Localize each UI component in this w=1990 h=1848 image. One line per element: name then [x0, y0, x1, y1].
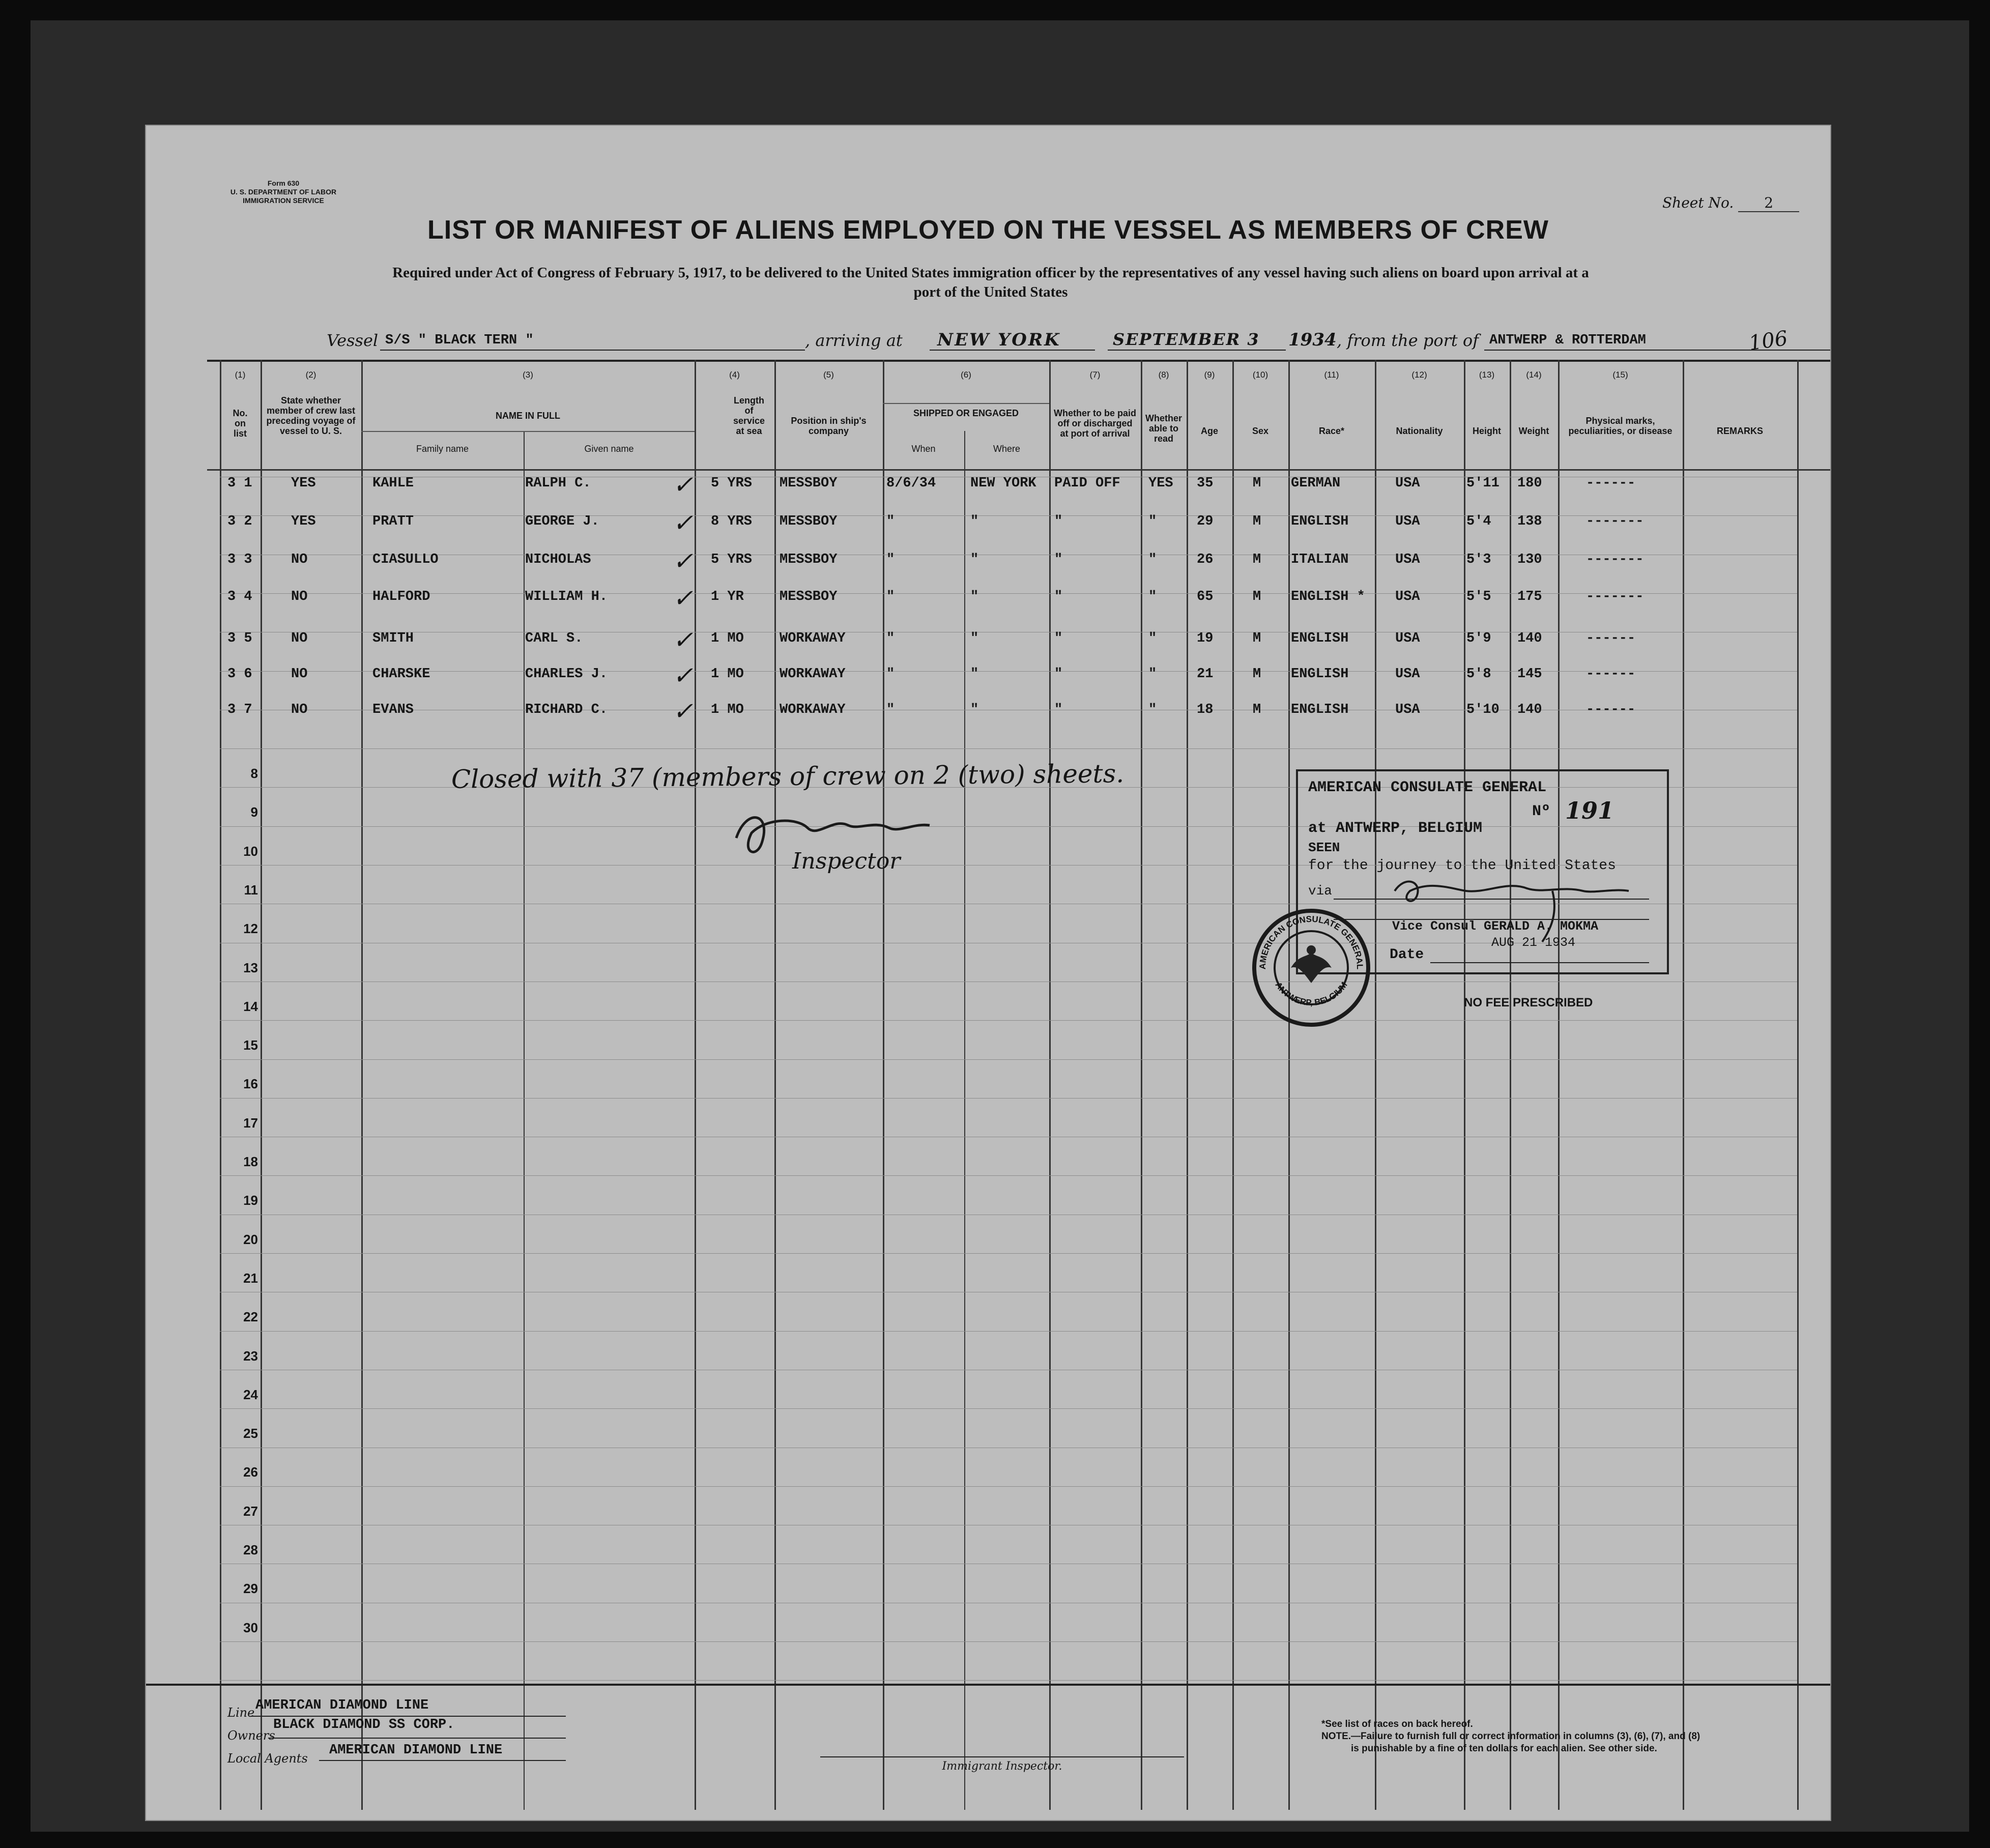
- cell-previous-voyage: NO: [291, 552, 308, 567]
- col-num-10: (10): [1252, 370, 1268, 380]
- col-num-15: (15): [1612, 370, 1628, 380]
- cell-weight: 138: [1517, 514, 1542, 529]
- blank-row-number: 29: [243, 1581, 258, 1597]
- cell-able-to-read: ": [1148, 514, 1157, 529]
- col-num-14: (14): [1526, 370, 1542, 380]
- check-mark-icon: ✓: [673, 661, 694, 690]
- cell-weight: 130: [1517, 552, 1542, 567]
- cell-family-name: EVANS: [372, 702, 414, 717]
- cell-nationality: USA: [1395, 476, 1420, 491]
- cell-previous-voyage: YES: [291, 514, 316, 529]
- cell-family-name: SMITH: [372, 631, 414, 646]
- cell-family-name: CHARSKE: [372, 667, 430, 682]
- manifest-sheet: [145, 125, 1831, 1821]
- col-num-13: (13): [1479, 370, 1495, 380]
- cell-position: MESSBOY: [780, 589, 838, 604]
- cell-able-to-read: ": [1148, 589, 1157, 604]
- cell-race: ENGLISH: [1291, 667, 1349, 682]
- col-num-5: (5): [823, 370, 834, 380]
- blank-row-number: 24: [243, 1387, 258, 1402]
- stamp-via: via: [1308, 883, 1332, 899]
- cell-service-length: 5 YRS: [711, 552, 753, 567]
- arrival-year: 1934: [1288, 330, 1337, 350]
- cell-position: MESSBOY: [780, 476, 838, 491]
- cell-family-name: CIASULLO: [372, 552, 439, 567]
- col-num-1: (1): [235, 370, 246, 380]
- cell-race: ENGLISH *: [1291, 589, 1365, 604]
- cell-shipped-where: ": [970, 702, 979, 717]
- cell-position: WORKAWAY: [780, 631, 846, 646]
- cell-given-name: NICHOLAS: [525, 552, 591, 567]
- stamp-seen: SEEN: [1308, 840, 1340, 855]
- cell-height: 5'8: [1466, 667, 1491, 682]
- cell-race: GERMAN: [1291, 476, 1341, 491]
- service-label: IMMIGRATION SERVICE: [243, 196, 324, 205]
- blank-row-number: 30: [243, 1620, 258, 1635]
- sheet-number-block: [1662, 194, 1799, 212]
- cell-shipped-when: ": [886, 631, 895, 646]
- check-mark-icon: ✓: [673, 509, 694, 537]
- blank-row-number: 14: [243, 998, 258, 1014]
- blank-row-number: 27: [243, 1503, 258, 1519]
- cell-family-name: PRATT: [372, 514, 414, 529]
- cell-row-number: 3 3: [227, 552, 252, 567]
- cell-sex: M: [1253, 476, 1261, 491]
- col-head-when: When: [911, 444, 936, 454]
- cell-previous-voyage: NO: [291, 589, 308, 604]
- cell-age: 19: [1197, 631, 1214, 646]
- blank-row-number: 28: [243, 1542, 258, 1557]
- col-num-11: (11): [1324, 370, 1339, 380]
- closing-note: Closed with 37 (members of crew on 2 (two) sheets.: [451, 759, 1124, 794]
- consulate-title: AMERICAN CONSULATE GENERAL: [1308, 779, 1547, 796]
- cell-age: 18: [1197, 702, 1214, 717]
- check-mark-icon: ✓: [673, 547, 694, 575]
- col-num-4: (4): [729, 370, 740, 380]
- form-title: LIST OR MANIFEST OF ALIENS EMPLOYED ON THE VESSEL AS MEMBERS OF CREW: [427, 215, 1549, 245]
- col-head-previous-voyage: State whether member of crew last preceding voyage of vessel to U. S.: [266, 395, 356, 436]
- col-head-no: No. on list: [233, 408, 248, 439]
- cell-paid-off: ": [1054, 552, 1063, 567]
- line-label: Line: [227, 1706, 255, 1720]
- no-fee-note: NO FEE PRESCRIBED: [1464, 996, 1593, 1009]
- cell-height: 5'9: [1466, 631, 1491, 646]
- col-head-shipped: SHIPPED OR ENGAGED: [913, 408, 1019, 418]
- cell-row-number: 3 2: [227, 514, 252, 529]
- check-mark-icon: ✓: [673, 697, 694, 726]
- cell-service-length: 5 YRS: [711, 476, 753, 491]
- blank-row-number: 8: [250, 766, 258, 781]
- cell-given-name: GEORGE J.: [525, 514, 599, 529]
- cell-service-length: 1 YR: [711, 589, 744, 604]
- cell-nationality: USA: [1395, 702, 1420, 717]
- col-head-weight: Weight: [1518, 426, 1549, 436]
- col-head-race: Race*: [1318, 426, 1345, 436]
- check-mark-icon: ✓: [673, 584, 694, 613]
- cell-shipped-where: ": [970, 514, 979, 529]
- cell-shipped-when: 8/6/34: [886, 476, 936, 491]
- cell-shipped-when: ": [886, 589, 895, 604]
- cell-nationality: USA: [1395, 589, 1420, 604]
- cell-service-length: 1 MO: [711, 702, 744, 717]
- stamp-journey: for the journey to the United States: [1308, 858, 1616, 874]
- cell-weight: 175: [1517, 589, 1542, 604]
- blank-row-number: 16: [243, 1076, 258, 1092]
- form-subtitle: [207, 263, 1774, 302]
- cell-shipped-when: ": [886, 702, 895, 717]
- inspector-title: Inspector: [792, 848, 901, 874]
- cell-previous-voyage: NO: [291, 702, 308, 717]
- cell-age: 21: [1197, 667, 1214, 682]
- arrival-port: NEW YORK: [937, 330, 1061, 350]
- note-races: *See list of races on back hereof.: [1321, 1719, 1473, 1729]
- seal-bottom-text: ANTWERP, BELGIUM: [1273, 980, 1349, 1008]
- cell-paid-off: ": [1054, 702, 1063, 717]
- col-head-age: Age: [1200, 426, 1218, 436]
- form-id-block: [207, 179, 360, 205]
- cell-height: 5'10: [1466, 702, 1499, 717]
- cell-height: 5'5: [1466, 589, 1491, 604]
- line-value: AMERICAN DIAMOND LINE: [255, 1698, 429, 1713]
- check-mark-icon: ✓: [673, 626, 694, 654]
- blank-row-number: 23: [243, 1348, 258, 1364]
- cell-given-name: CHARLES J.: [525, 667, 608, 682]
- col-head-family: Family name: [416, 444, 469, 454]
- cell-paid-off: PAID OFF: [1054, 476, 1120, 491]
- cell-shipped-where: ": [970, 589, 979, 604]
- consulate-location: at ANTWERP, BELGIUM: [1308, 820, 1483, 837]
- cell-race: ITALIAN: [1291, 552, 1349, 567]
- col-head-given: Given name: [584, 444, 634, 454]
- cell-shipped-when: ": [886, 514, 895, 529]
- cell-shipped-when: ": [886, 552, 895, 567]
- col-num-2: (2): [305, 370, 316, 380]
- col-num-8: (8): [1158, 370, 1169, 380]
- cell-shipped-where: ": [970, 667, 979, 682]
- col-num-6: (6): [961, 370, 971, 380]
- cell-family-name: KAHLE: [372, 476, 414, 491]
- cell-given-name: CARL S.: [525, 631, 583, 646]
- seal-top-text: AMERICAN CONSULATE GENERAL: [1257, 914, 1365, 970]
- col-head-height: Height: [1473, 426, 1501, 436]
- cell-shipped-where: ": [970, 552, 979, 567]
- blank-row-number: 18: [243, 1154, 258, 1169]
- departure-port: ANTWERP & ROTTERDAM: [1489, 333, 1646, 348]
- cell-able-to-read: ": [1148, 631, 1157, 646]
- cell-sex: M: [1253, 589, 1261, 604]
- cell-age: 65: [1197, 589, 1214, 604]
- cell-nationality: USA: [1395, 631, 1420, 646]
- cell-paid-off: ": [1054, 667, 1063, 682]
- blank-row-number: 9: [250, 804, 258, 820]
- col-head-read: Whether able to read: [1145, 413, 1182, 444]
- eagle-seal-icon: [1250, 907, 1372, 1029]
- subtitle-line2: port of the United States: [913, 284, 1068, 300]
- blank-row-number: 22: [243, 1309, 258, 1325]
- blank-row-number: 26: [243, 1464, 258, 1480]
- cell-physical-marks: -------: [1586, 552, 1644, 567]
- immigrant-inspector-label: Immigrant Inspector.: [942, 1760, 1062, 1773]
- cell-paid-off: ": [1054, 631, 1063, 646]
- note-penalty-1: NOTE.—Failure to furnish full or correct information in columns (3), (6), (7), and (8): [1321, 1731, 1700, 1742]
- col-num-7: (7): [1089, 370, 1101, 380]
- col-head-sex: Sex: [1252, 426, 1269, 436]
- form-number: Form 630: [267, 179, 300, 187]
- col-head-nationality: Nationality: [1396, 426, 1443, 436]
- cell-able-to-read: YES: [1148, 476, 1173, 491]
- sheet-number-label: Sheet No.: [1662, 194, 1734, 211]
- cell-weight: 140: [1517, 631, 1542, 646]
- cell-previous-voyage: NO: [291, 667, 308, 682]
- cell-sex: M: [1253, 667, 1261, 682]
- cell-row-number: 3 6: [227, 667, 252, 682]
- blank-row-number: 15: [243, 1037, 258, 1053]
- cell-physical-marks: ------: [1586, 631, 1636, 646]
- cell-age: 29: [1197, 514, 1214, 529]
- cell-position: WORKAWAY: [780, 702, 846, 717]
- cell-physical-marks: ------: [1586, 702, 1636, 717]
- cell-weight: 140: [1517, 702, 1542, 717]
- cell-service-length: 1 MO: [711, 667, 744, 682]
- cell-sex: M: [1253, 514, 1261, 529]
- blank-row-number: 10: [243, 843, 258, 859]
- blank-row-number: 21: [243, 1270, 258, 1286]
- agents-value: AMERICAN DIAMOND LINE: [329, 1743, 503, 1758]
- col-head-name: NAME IN FULL: [496, 411, 560, 421]
- cell-able-to-read: ": [1148, 702, 1157, 717]
- col-head-where: Where: [993, 444, 1020, 454]
- col-num-12: (12): [1411, 370, 1427, 380]
- cell-family-name: HALFORD: [372, 589, 430, 604]
- blank-row-number: 12: [243, 921, 258, 937]
- blank-row-number: 25: [243, 1426, 258, 1441]
- cell-shipped-where: ": [970, 631, 979, 646]
- check-mark-icon: ✓: [673, 471, 694, 499]
- blank-row-number: 17: [243, 1115, 258, 1131]
- cell-physical-marks: ------: [1586, 667, 1636, 682]
- vessel-label: Vessel: [327, 331, 379, 350]
- cell-given-name: RICHARD C.: [525, 702, 608, 717]
- footer-notes: [1321, 1718, 1700, 1755]
- cell-row-number: 3 7: [227, 702, 252, 717]
- col-head-physical-marks: Physical marks, peculiarities, or disease: [1568, 416, 1672, 436]
- stamp-number-label: Nº: [1532, 803, 1551, 820]
- blank-row-number: 19: [243, 1193, 258, 1208]
- cell-sex: M: [1253, 702, 1261, 717]
- col-head-position: Position in ship's company: [791, 416, 867, 436]
- cell-position: MESSBOY: [780, 552, 838, 567]
- cell-sex: M: [1253, 631, 1261, 646]
- cell-physical-marks: -------: [1586, 514, 1644, 529]
- arrival-date: SEPTEMBER 3: [1113, 330, 1260, 349]
- cell-service-length: 8 YRS: [711, 514, 753, 529]
- cell-nationality: USA: [1395, 552, 1420, 567]
- cell-physical-marks: -------: [1586, 589, 1644, 604]
- cell-weight: 145: [1517, 667, 1542, 682]
- cell-previous-voyage: NO: [291, 631, 308, 646]
- owners-value: BLACK DIAMOND SS CORP.: [273, 1717, 455, 1732]
- col-head-remarks: REMARKS: [1716, 426, 1763, 436]
- cell-shipped-where: NEW YORK: [970, 476, 1036, 491]
- blank-row-number: 13: [243, 960, 258, 975]
- owners-label: Owners: [227, 1728, 275, 1743]
- stamp-date: AUG 21 1934: [1491, 935, 1576, 950]
- department-label: U. S. DEPARTMENT OF LABOR: [230, 188, 337, 196]
- cell-row-number: 3 5: [227, 631, 252, 646]
- cell-nationality: USA: [1395, 667, 1420, 682]
- cell-row-number: 3 1: [227, 476, 252, 491]
- vessel-line: [146, 327, 1830, 352]
- cell-weight: 180: [1517, 476, 1542, 491]
- col-num-3: (3): [523, 370, 533, 380]
- col-head-service: Length of service at sea: [733, 395, 765, 436]
- cell-service-length: 1 MO: [711, 631, 744, 646]
- cell-height: 5'11: [1466, 476, 1499, 491]
- stamp-number: 191: [1565, 797, 1614, 824]
- subtitle-line1: Required under Act of Congress of February 5, 1917, to be delivered to the United States immigration officer by the representatives of any vessel having such aliens on board upon arrival at a: [392, 265, 1589, 281]
- cell-race: ENGLISH: [1291, 702, 1349, 717]
- blank-row-number: 20: [243, 1231, 258, 1247]
- cell-able-to-read: ": [1148, 552, 1157, 567]
- consulate-seal: [1250, 907, 1372, 1029]
- cell-previous-voyage: YES: [291, 476, 316, 491]
- cell-age: 26: [1197, 552, 1214, 567]
- cell-height: 5'3: [1466, 552, 1491, 567]
- cell-row-number: 3 4: [227, 589, 252, 604]
- vice-consul: Vice Consul GERALD A. MOKMA: [1392, 919, 1599, 934]
- col-num-9: (9): [1204, 370, 1215, 380]
- cell-paid-off: ": [1054, 589, 1063, 604]
- cell-physical-marks: ------: [1586, 476, 1636, 491]
- cell-paid-off: ": [1054, 514, 1063, 529]
- note-penalty-2: is punishable by a fine of ten dollars for each alien. See other side.: [1351, 1743, 1657, 1754]
- vessel-name: S/S " BLACK TERN ": [385, 333, 534, 348]
- stamp-date-label: Date: [1390, 947, 1424, 963]
- cell-height: 5'4: [1466, 514, 1491, 529]
- cell-position: WORKAWAY: [780, 667, 846, 682]
- cell-position: MESSBOY: [780, 514, 838, 529]
- from-label: , from the port of: [1337, 331, 1479, 350]
- agents-label: Local Agents: [227, 1751, 308, 1766]
- cell-age: 35: [1197, 476, 1214, 491]
- cell-sex: M: [1253, 552, 1261, 567]
- blank-row-number: 11: [244, 882, 258, 898]
- inspector-signature: [726, 797, 940, 884]
- cell-race: ENGLISH: [1291, 631, 1349, 646]
- cell-given-name: WILLIAM H.: [525, 589, 608, 604]
- arriving-label: , arriving at: [805, 331, 903, 350]
- svg-text:ANTWERP, BELGIUM: [1273, 980, 1349, 1007]
- cell-race: ENGLISH: [1291, 514, 1349, 529]
- sheet-number: 2: [1738, 194, 1799, 212]
- cell-shipped-when: ": [886, 667, 895, 682]
- cell-given-name: RALPH C.: [525, 476, 591, 491]
- corner-number: 106: [1747, 326, 1790, 356]
- cell-nationality: USA: [1395, 514, 1420, 529]
- cell-able-to-read: ": [1148, 667, 1157, 682]
- col-head-paid-off: Whether to be paid off or discharged at port of arrival: [1054, 408, 1136, 439]
